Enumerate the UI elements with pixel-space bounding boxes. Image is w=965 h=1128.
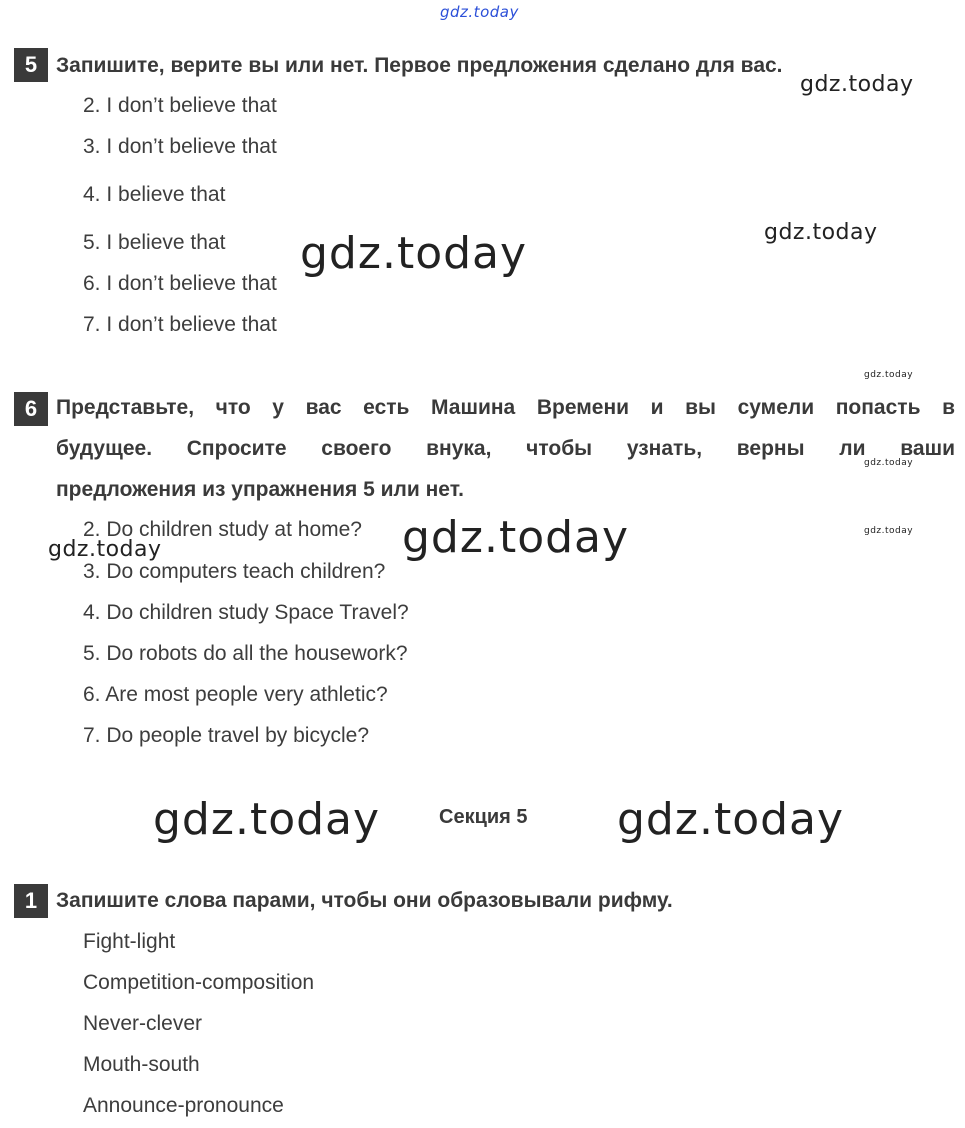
answer-line: 6. I don’t believe that xyxy=(83,272,277,295)
watermark-top: gdz.today xyxy=(440,3,519,21)
answer-line: Never-clever xyxy=(83,1012,203,1035)
answer-line: 3. Do computers teach children? xyxy=(83,560,386,583)
watermark: gdz.today xyxy=(864,458,914,468)
exercise-6-title-line-1: Представьте, что у вас есть Машина Времени и вы сумели попасть в xyxy=(56,396,955,419)
answer-line: 2. I don’t believe that xyxy=(83,94,277,117)
watermark: gdz.today xyxy=(300,228,528,279)
exercise-6-title-line-2: будущее. Спросите своего внука, чтобы узнать, верны ли ваши xyxy=(56,437,955,460)
answer-line: 3. I don’t believe that xyxy=(83,135,277,158)
exercise-6-number: 6 xyxy=(14,392,48,426)
watermark: gdz.today xyxy=(864,526,914,536)
watermark: gdz.today xyxy=(48,537,162,562)
answer-line: 4. Do children study Space Travel? xyxy=(83,601,409,624)
exercise-5-title: Запишите, верите вы или нет. Первое предложения сделано для вас. xyxy=(56,54,783,77)
exercise-5-number: 5 xyxy=(14,48,48,82)
watermark: gdz.today xyxy=(402,512,630,563)
answer-line: 5. Do robots do all the housework? xyxy=(83,642,408,665)
answer-line: Mouth-south xyxy=(83,1053,200,1076)
watermark: gdz.today xyxy=(764,220,878,245)
answer-line: 7. I don’t believe that xyxy=(83,313,277,336)
watermark: gdz.today xyxy=(153,794,381,845)
section-title: Секция 5 xyxy=(439,806,528,828)
answer-line: 7. Do people travel by bicycle? xyxy=(83,724,369,747)
answer-line: 2. Do children study at home? xyxy=(83,518,362,541)
exercise-1-title: Запишите слова парами, чтобы они образовывали рифму. xyxy=(56,889,673,912)
exercise-6-title-line-3: предложения из упражнения 5 или нет. xyxy=(56,478,464,501)
watermark: gdz.today xyxy=(617,794,845,845)
watermark: gdz.today xyxy=(800,72,914,97)
answer-line: 4. I believe that xyxy=(83,183,226,206)
answer-line: Announce-pronounce xyxy=(83,1094,284,1117)
answer-line: 6. Are most people very athletic? xyxy=(83,683,388,706)
answer-line: Competition-composition xyxy=(83,971,315,994)
watermark: gdz.today xyxy=(864,370,914,380)
exercise-1-number: 1 xyxy=(14,884,48,918)
answer-line: 5. I believe that xyxy=(83,231,226,254)
answer-line: Fight-light xyxy=(83,930,176,953)
